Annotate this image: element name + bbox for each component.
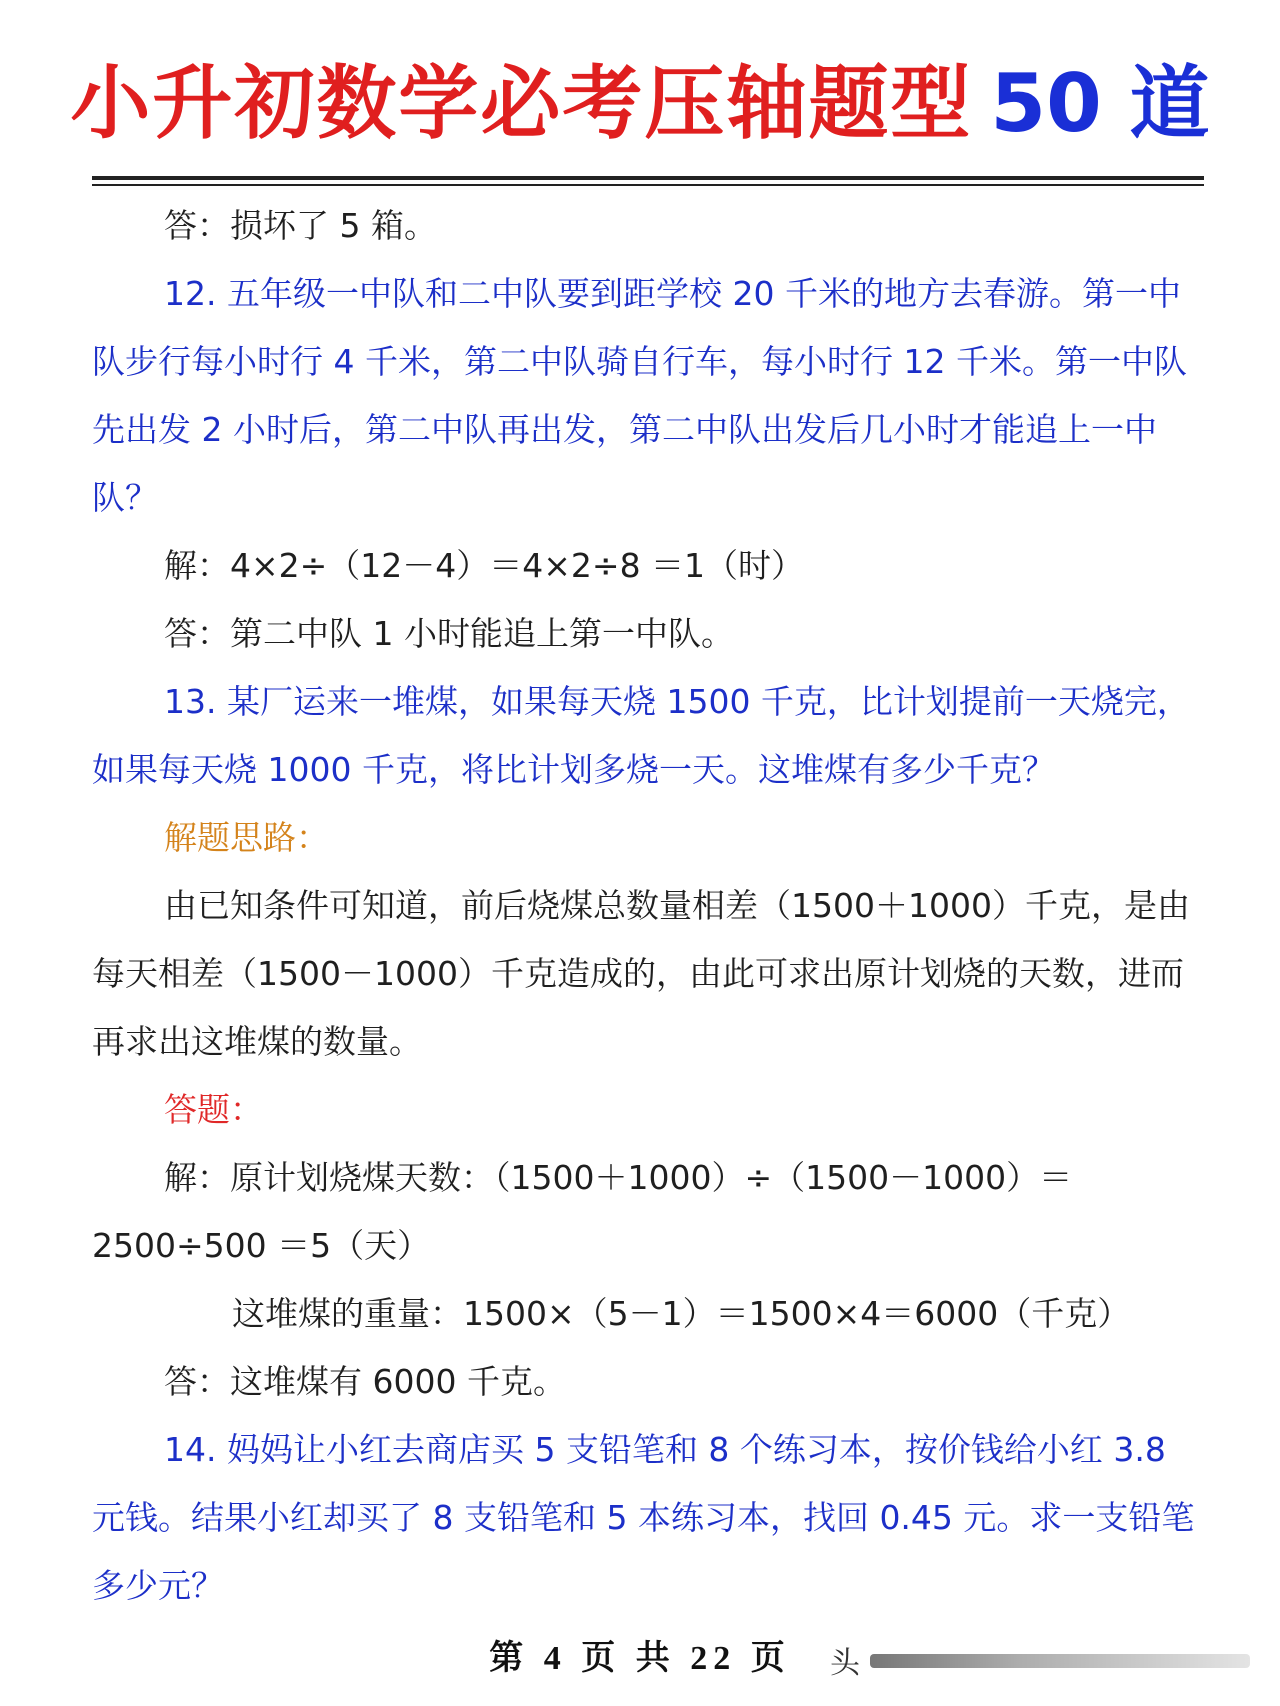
idea-label-13: 解题思路：: [164, 818, 329, 857]
watermark-logo-icon: 头: [830, 1646, 860, 1681]
page-title: [0, 57, 1280, 150]
title-divider-thin: [92, 184, 1204, 186]
idea-13: 由已知条件可知道，前后烧煤总数量相差（1500＋1000）千克，是由每天相差（1500－1000）千克造成的，由此可求出原计划烧的天数，进而再求出这堆煤的数量。: [92, 886, 1190, 1061]
solution-13-step1: 解：原计划烧煤天数：（1500＋1000）÷（1500－1000）＝2500÷500 ＝5（天）: [92, 1158, 1073, 1265]
question-14: 14. 妈妈让小红去商店买 5 支铅笔和 8 个练习本，按价钱给小红 3.8 元钱。结果小红却买了 8 支铅笔和 5 本练习本，找回 0.45 元。求一支铅笔多少元？: [92, 1430, 1195, 1605]
answer-13: 答：这堆煤有 6000 千克。: [164, 1362, 566, 1401]
title-count: 50 道: [990, 57, 1210, 150]
answer-label-13: 答题：: [164, 1090, 263, 1129]
watermark: [830, 1636, 1250, 1684]
title-main: 小升初数学必考压轴题型: [70, 57, 973, 150]
page-number: 第 4 页 共 22 页: [489, 1640, 791, 1677]
document-body: [92, 192, 1204, 1620]
solution-12: 解：4×2÷（12－4）＝4×2÷8 ＝1（时）: [164, 546, 805, 585]
question-12: 12. 五年级一中队和二中队要到距学校 20 千米的地方去春游。第一中队步行每小时行 4 千米，第二中队骑自行车，每小时行 12 千米。第一中队先出发 2 小时后，第二中队再出发，第二中队出发后几小时才能追上一中队？: [92, 274, 1187, 517]
title-divider-thick: [92, 176, 1204, 180]
answer-12: 答：第二中队 1 小时能追上第一中队。: [164, 614, 734, 653]
question-13: 13. 某厂运来一堆煤，如果每天烧 1500 千克，比计划提前一天烧完，如果每天烧 1000 千克，将比计划多烧一天。这堆煤有多少千克？: [92, 682, 1190, 789]
solution-13-step2: 这堆煤的重量：1500×（5－1）＝1500×4＝6000（千克）: [232, 1294, 1131, 1333]
watermark-bar: [870, 1654, 1250, 1668]
answer-11: 答：损坏了 5 箱。: [164, 206, 437, 245]
